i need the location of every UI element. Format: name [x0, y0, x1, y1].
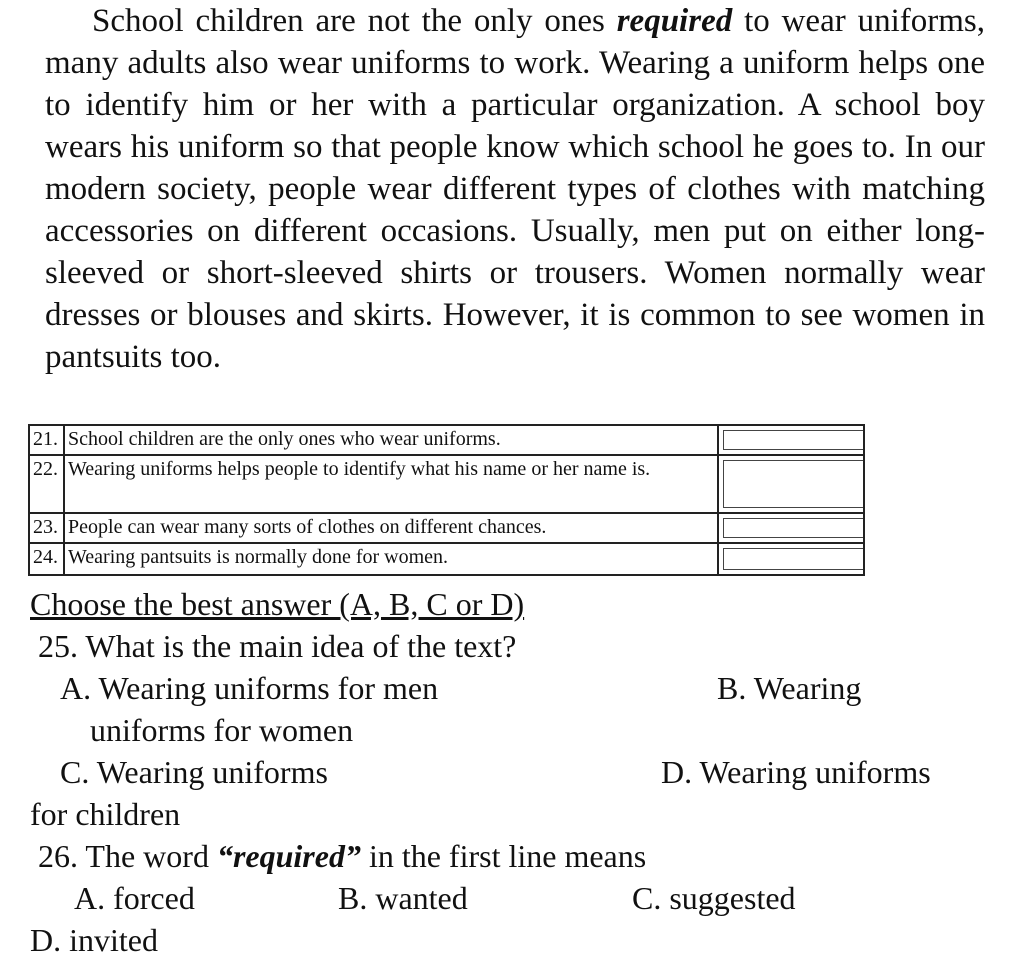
statement-text: School children are the only ones who wear uniforms.	[64, 425, 718, 455]
q26-close-quote: ”	[344, 838, 361, 874]
table-row	[29, 513, 864, 543]
q25-option-c[interactable]: C. Wearing uniforms	[60, 754, 328, 790]
q26-option-b[interactable]: B. wanted	[338, 880, 468, 916]
statement-text: Wearing uniforms helps people to identify what his name or her name is.	[64, 455, 718, 513]
question-26	[38, 836, 646, 876]
answer-box[interactable]	[718, 513, 864, 543]
q25-option-b-continued: uniforms for women	[90, 712, 354, 748]
q25-option-a[interactable]: A. Wearing uniforms for men	[60, 670, 439, 706]
answer-box[interactable]	[718, 425, 864, 455]
passage-text-rest: to wear uniforms, many adults also wear uniforms to work. Wearing a uniform helps one to identify him or her with a particular organization. A school boy wears his uniform so that people know which school he goes to. In our modern society, people wear different types of clothes with matching accessories on different occasions. Usually, men put on either long-sleeved or short-sleeved shirts or trousers. Women normally wear dresses or blouses and skirts. However, it is common to see women in pantsuits too.	[45, 3, 985, 375]
reading-passage	[45, 0, 985, 378]
statement-text: Wearing pantsuits is normally done for women.	[64, 543, 718, 575]
q26-word: required	[232, 838, 345, 874]
statement-number: 21.	[29, 425, 64, 455]
q26-option-d[interactable]: D. invited	[30, 922, 158, 958]
table-row	[29, 425, 864, 455]
table-row	[29, 543, 864, 575]
q25-option-d-continued: for children	[30, 796, 181, 832]
q26-prefix: 26. The word	[38, 838, 217, 874]
statement-number: 23.	[29, 513, 64, 543]
q25-option-b[interactable]: B. Wearing	[717, 670, 862, 706]
q26-option-c[interactable]: C. suggested	[632, 880, 796, 916]
q26-option-a[interactable]: A. forced	[74, 880, 195, 916]
q26-open-quote: “	[216, 838, 233, 874]
question-25: 25. What is the main idea of the text?	[38, 628, 517, 664]
statement-number: 24.	[29, 543, 64, 575]
table-row	[29, 455, 864, 513]
passage-required-word: required	[616, 3, 733, 39]
passage-text-start: School children are not the only ones	[92, 3, 617, 39]
section-heading: Choose the best answer (A, B, C or D)	[30, 586, 525, 622]
answer-box[interactable]	[718, 455, 864, 513]
statement-number: 22.	[29, 455, 64, 513]
true-false-table	[28, 424, 865, 576]
passage-paragraph	[45, 0, 985, 378]
q25-option-d[interactable]: D. Wearing uniforms	[661, 754, 931, 790]
q26-suffix: in the first line means	[360, 838, 647, 874]
answer-box[interactable]	[718, 543, 864, 575]
statement-text: People can wear many sorts of clothes on different chances.	[64, 513, 718, 543]
